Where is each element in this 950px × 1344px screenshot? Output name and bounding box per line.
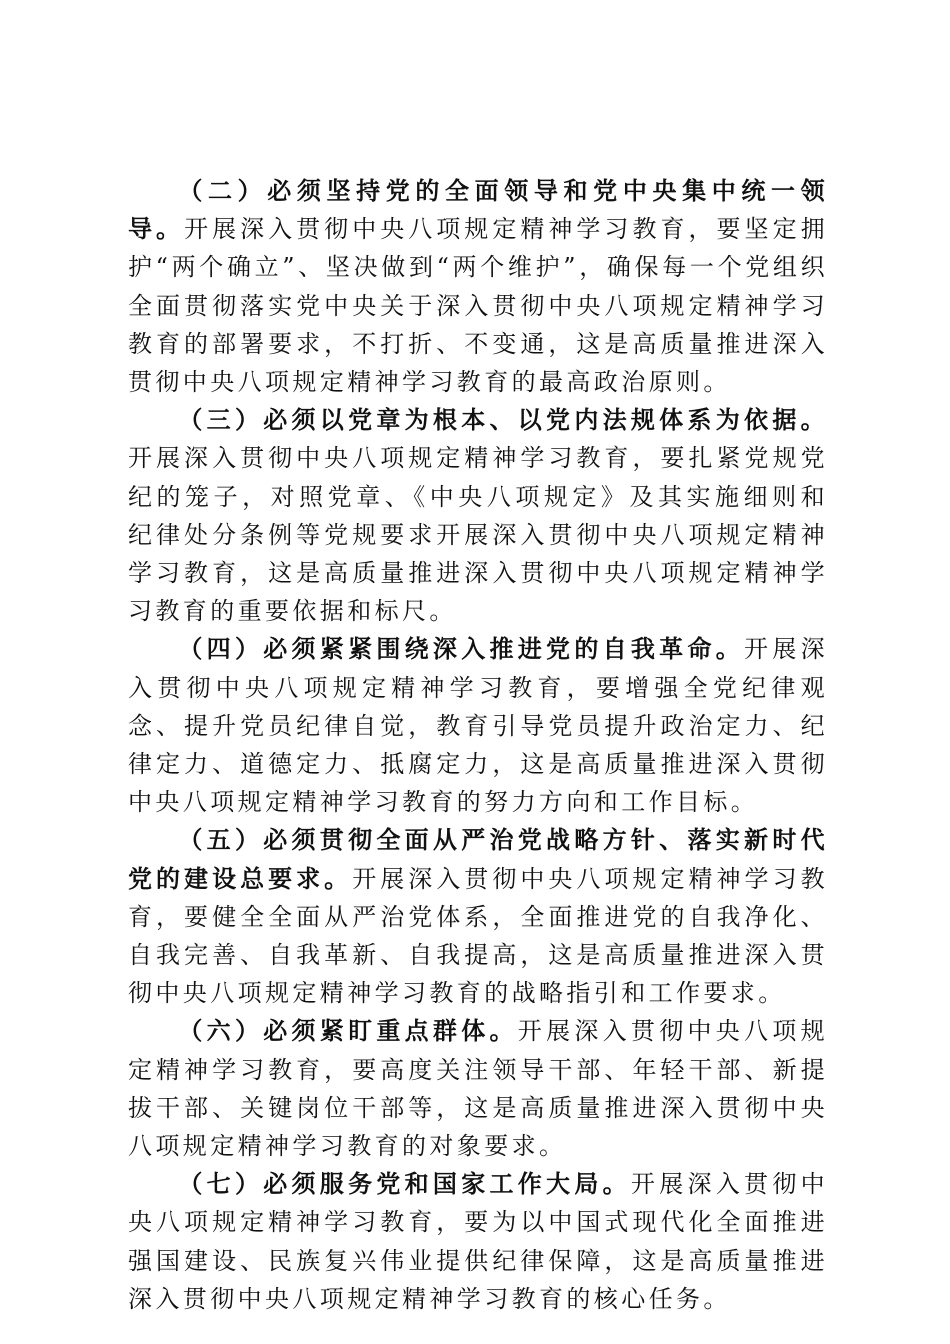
paragraph-heading: （四）必须紧紧围绕深入推进党的自我革命。 bbox=[178, 634, 745, 664]
paragraph-text: 开展深入贯彻中央八项规定精神学习教育，要增强全党纪律观念、提升党员纪律自觉，教育引导党员提升政治定力、纪律定力、道德定力、抵腐定力，这是高质量推进深入贯彻中央八项规定精神学习教育的努力方向和工作目标。 bbox=[128, 635, 828, 817]
paragraph-text: 开展深入贯彻中央八项规定精神学习教育，要为以中国式现代化全面推进强国建设、民族复兴伟业提供纪律保障，这是高质量推进深入贯彻中央八项规定精神学习教育的核心任务。 bbox=[128, 1170, 828, 1313]
paragraph-text: 开展深入贯彻中央八项规定精神学习教育，要坚定拥护“两个确立”、坚决做到“两个维护”，确保每一个党组织全面贯彻落实党中央关于深入贯彻中央八项规定精神学习教育的部署要求，不打折、不变通，这是高质量推进深入贯彻中央八项规定精神学习教育的最高政治原则。 bbox=[128, 215, 828, 397]
paragraph-heading: （七）必须服务党和国家工作大局。 bbox=[178, 1169, 631, 1199]
paragraph-3 bbox=[128, 401, 828, 630]
paragraph-6 bbox=[128, 1012, 828, 1165]
paragraph-text: 开展深入贯彻中央八项规定精神学习教育，要健全全面从严治党体系，全面推进党的自我净化、自我完善、自我革新、自我提高，这是高质量推进深入贯彻中央八项规定精神学习教育的战略指引和工作要求。 bbox=[128, 864, 828, 1008]
paragraph-heading: （五）必须贯彻全面从严治党战略方针、落实新时代党的建设总要求。 bbox=[128, 825, 828, 893]
paragraph-heading: （二）必须坚持党的全面领导和党中央集中统一领导。 bbox=[128, 176, 828, 244]
paragraph-heading: （六）必须紧盯重点群体。 bbox=[178, 1016, 518, 1046]
paragraph-heading: （三）必须以党章为根本、以党内法规体系为依据。 bbox=[178, 405, 828, 435]
document-body bbox=[128, 172, 828, 1318]
paragraph-text: 开展深入贯彻中央八项规定精神学习教育，要扎紧党规党纪的笼子，对照党章、《中央八项规定》及其实施细则和纪律处分条例等党规要求开展深入贯彻中央八项规定精神学习教育，这是高质量推进深入贯彻中央八项规定精神学习教育的重要依据和标尺。 bbox=[128, 444, 828, 626]
paragraph-text: 开展深入贯彻中央八项规定精神学习教育，要高度关注领导干部、年轻干部、新提拔干部、关键岗位干部等，这是高质量推进深入贯彻中央八项规定精神学习教育的对象要求。 bbox=[128, 1017, 828, 1161]
paragraph-7 bbox=[128, 1165, 828, 1318]
paragraph-2 bbox=[128, 172, 828, 401]
paragraph-5 bbox=[128, 821, 828, 1012]
paragraph-4 bbox=[128, 630, 828, 821]
